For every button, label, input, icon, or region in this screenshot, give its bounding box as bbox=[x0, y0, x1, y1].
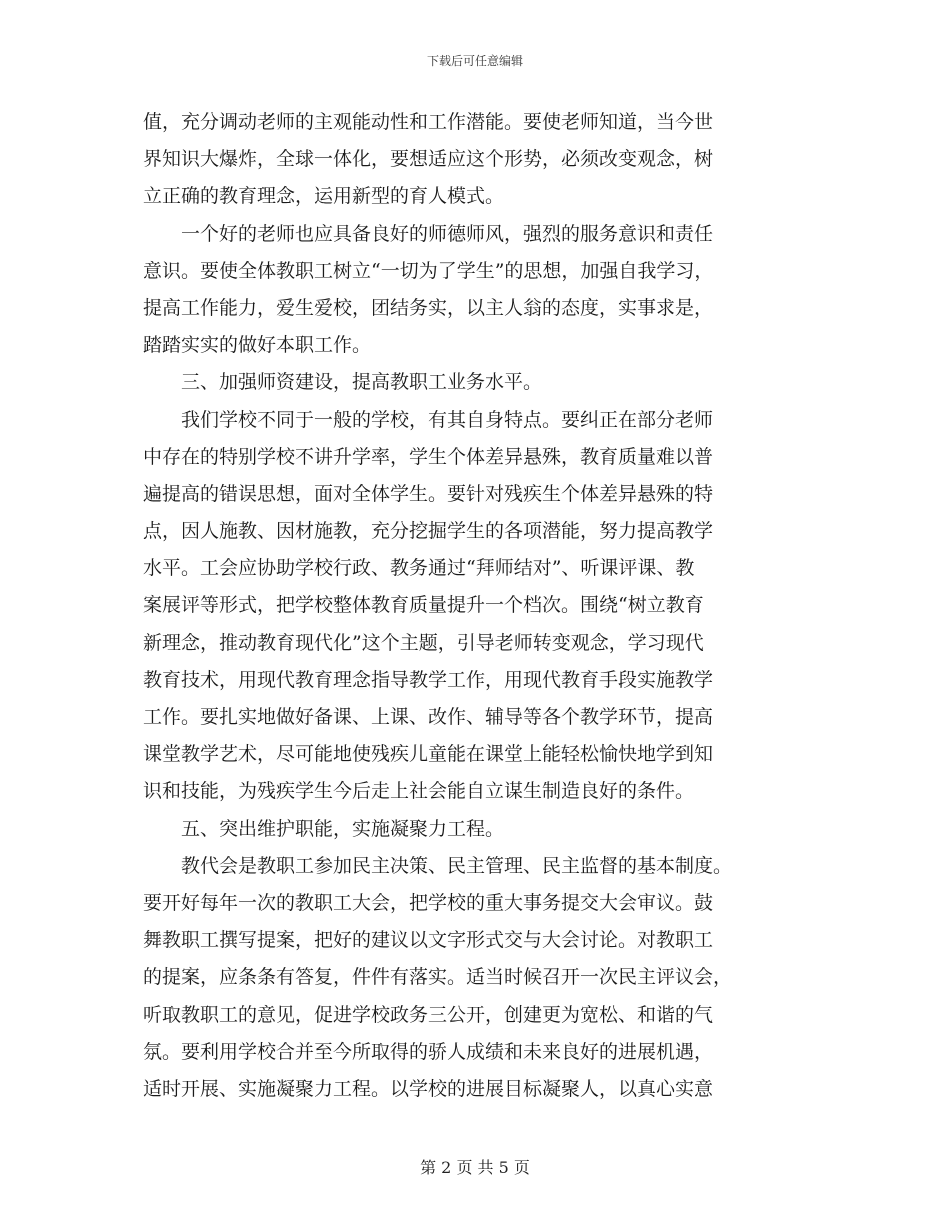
text-line: 中存在的特别学校不讲升学率，学生个体差异悬殊，教育质量难以普 bbox=[143, 445, 714, 468]
text-line: 要开好每年一次的教职工大会，把学校的重大事务提交大会审议。鼓 bbox=[143, 891, 714, 914]
text-line: 新理念，推动教育现代化”这个主题，引导老师转变观念，学习现代 bbox=[143, 631, 704, 654]
text-line: 界知识大爆炸，全球一体化，要想适应这个形势，必须改变观念，树 bbox=[143, 148, 714, 171]
text-line: 教代会是教职工参加民主决策、民主管理、民主监督的基本制度。 bbox=[143, 854, 733, 877]
document-body bbox=[143, 104, 813, 1108]
text-line: 的提案，应条条有答复，件件有落实。适当时候召开一次民主评议会， bbox=[143, 966, 733, 989]
text-line: 氛。要利用学校合并至今所取得的骄人成绩和未来良好的进展机遇， bbox=[143, 1040, 714, 1063]
text-line: 水平。工会应协助学校行政、教务通过“拜师结对”、听课评课、教 bbox=[143, 557, 695, 580]
page-number-footer: 第 2 页 共 5 页 bbox=[420, 1158, 530, 1177]
page-header-note: 下载后可任意编辑 bbox=[426, 54, 523, 68]
text-line: 五、突出维护职能，实施凝聚力工程。 bbox=[143, 817, 505, 840]
text-line: 提高工作能力，爱生爱校，团结务实，以主人翁的态度，实事求是， bbox=[143, 296, 714, 319]
text-line: 教育技术，用现代教育理念指导教学工作，用现代教育手段实施教学 bbox=[143, 668, 714, 691]
text-line: 立正确的教育理念，运用新型的育人模式。 bbox=[143, 185, 505, 208]
text-line: 遍提高的错误思想，面对全体学生。要针对残疾生个体差异悬殊的特 bbox=[143, 482, 714, 505]
text-line: 识和技能，为残疾学生今后走上社会能自立谋生制造良好的条件。 bbox=[143, 780, 695, 803]
text-line: 适时开展、实施凝聚力工程。以学校的进展目标凝聚人，以真心实意 bbox=[143, 1077, 714, 1100]
text-line: 舞教职工撰写提案，把好的建议以文字形式交与大会讨论。对教职工 bbox=[143, 929, 714, 952]
text-line: 听取教职工的意见，促进学校政务三公开，创建更为宽松、和谐的气 bbox=[143, 1003, 714, 1026]
text-line: 课堂教学艺术，尽可能地使残疾儿童能在课堂上能轻松愉快地学到知 bbox=[143, 743, 714, 766]
text-line: 值，充分调动老师的主观能动性和工作潜能。要使老师知道，当今世 bbox=[143, 111, 714, 133]
text-line: 点，因人施教、因材施教，充分挖掘学生的各项潜能，努力提高教学 bbox=[143, 520, 714, 543]
text-line: 意识。要使全体教职工树立“一切为了学生”的思想，加强自我学习， bbox=[143, 259, 714, 282]
text-line: 工作。要扎实地做好备课、上课、改作、辅导等各个教学环节，提高 bbox=[143, 706, 714, 728]
text-line: 踏踏实实的做好本职工作。 bbox=[143, 334, 372, 357]
text-line: 一个好的老师也应具备良好的师德师风，强烈的服务意识和责任 bbox=[143, 222, 714, 245]
text-line: 我们学校不同于一般的学校，有其自身特点。要纠正在部分老师 bbox=[143, 408, 714, 431]
text-line: 三、加强师资建设，提高教职工业务水平。 bbox=[143, 371, 543, 394]
text-line: 案展评等形式，把学校整体教育质量提升一个档次。围绕“树立教育 bbox=[143, 594, 704, 617]
